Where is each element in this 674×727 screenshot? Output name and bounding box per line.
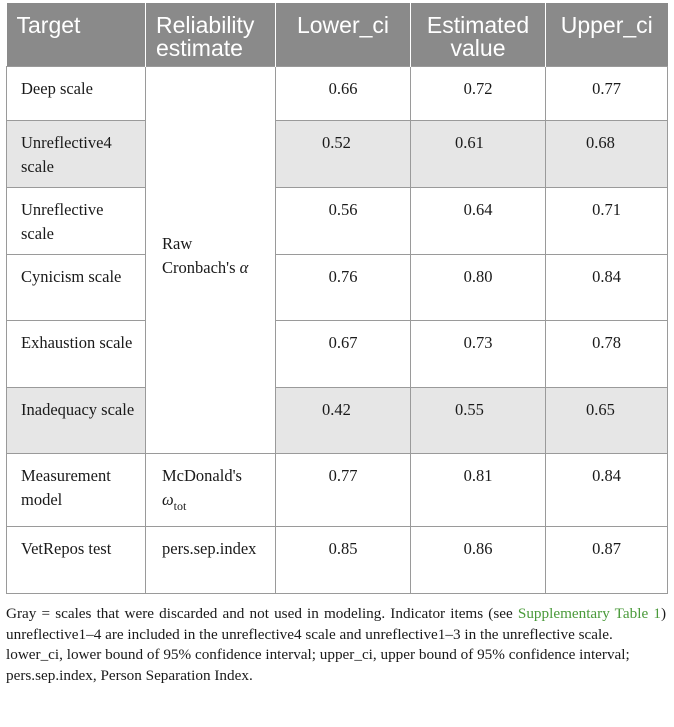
footnote-text: Gray = scales that were discarded and not used in modeling. Indicator items (see	[6, 605, 518, 622]
cell-reliability-merged	[146, 67, 276, 454]
cell-target: Cynicism scale	[7, 255, 146, 321]
table-row	[7, 527, 668, 594]
cell-reliability	[146, 454, 276, 527]
header-upper-ci: Upper_ci	[546, 3, 668, 67]
header-target: Target	[7, 3, 146, 67]
cell-upper-ci: 0.87	[546, 527, 668, 594]
cell-lower-ci: 0.85	[276, 527, 411, 594]
table-row	[7, 255, 668, 321]
omega-subscript: tot	[173, 499, 187, 513]
table-row	[7, 454, 668, 527]
cell-target: Measurement model	[7, 454, 146, 527]
cell-upper-ci: 0.71	[546, 188, 668, 255]
reliability-table	[6, 3, 668, 594]
cell-lower-ci: 0.66	[276, 67, 411, 121]
cell-target: Unreflective scale	[7, 188, 146, 255]
table-footnotes	[6, 604, 666, 686]
footnote-gray-explanation	[6, 604, 666, 645]
cell-upper-ci: 0.65	[546, 388, 668, 454]
cell-lower-ci: 0.67	[276, 321, 411, 388]
cell-upper-ci: 0.84	[546, 255, 668, 321]
cell-reliability: pers.sep.index	[146, 527, 276, 594]
cell-estimated-value: 0.72	[411, 67, 546, 121]
footnote-abbreviations: lower_ci, lower bound of 95% confidence interval; upper_ci, upper bound of 95% confidence interval; pers.sep.index, Person Separation Index.	[6, 646, 630, 684]
cell-target: Deep scale	[7, 67, 146, 121]
cell-upper-ci: 0.84	[546, 454, 668, 527]
cell-upper-ci: 0.77	[546, 67, 668, 121]
cell-lower-ci: 0.42	[276, 388, 411, 454]
cell-upper-ci: 0.68	[546, 121, 668, 188]
table-row	[7, 67, 668, 121]
reliability-text: McDonald's	[162, 466, 242, 485]
table-row	[7, 321, 668, 388]
header-reliability: Reliability estimate	[146, 3, 276, 67]
cell-target: Unreflective4 scale	[7, 121, 146, 188]
header-lower-ci: Lower_ci	[276, 3, 411, 67]
cell-estimated-value: 0.80	[411, 255, 546, 321]
omega-symbol: ω	[162, 490, 174, 509]
footnote-text: ) unreflective1–4 are included in the unreflective4 scale and unreflective1–3 in the unreflective scale.	[6, 605, 666, 643]
cell-estimated-value: 0.61	[411, 121, 546, 188]
header-estimated-value: Estimated value	[411, 3, 546, 67]
reliability-text: Raw Cronbach's	[162, 234, 236, 277]
cell-estimated-value: 0.55	[411, 388, 546, 454]
cell-lower-ci: 0.76	[276, 255, 411, 321]
table-row-discarded	[7, 388, 668, 454]
cell-estimated-value: 0.81	[411, 454, 546, 527]
cell-lower-ci: 0.56	[276, 188, 411, 255]
cell-target: VetRepos test	[7, 527, 146, 594]
cell-upper-ci: 0.78	[546, 321, 668, 388]
table-row	[7, 188, 668, 255]
table-row-discarded	[7, 121, 668, 188]
table-header-row	[7, 3, 668, 67]
supplementary-table-link[interactable]: Supplementary Table 1	[517, 605, 661, 622]
cell-target: Exhaustion scale	[7, 321, 146, 388]
cell-lower-ci: 0.52	[276, 121, 411, 188]
cell-target: Inadequacy scale	[7, 388, 146, 454]
cell-estimated-value: 0.64	[411, 188, 546, 255]
cell-lower-ci: 0.77	[276, 454, 411, 527]
cell-estimated-value: 0.86	[411, 527, 546, 594]
alpha-symbol: α	[239, 258, 249, 277]
cell-estimated-value: 0.73	[411, 321, 546, 388]
